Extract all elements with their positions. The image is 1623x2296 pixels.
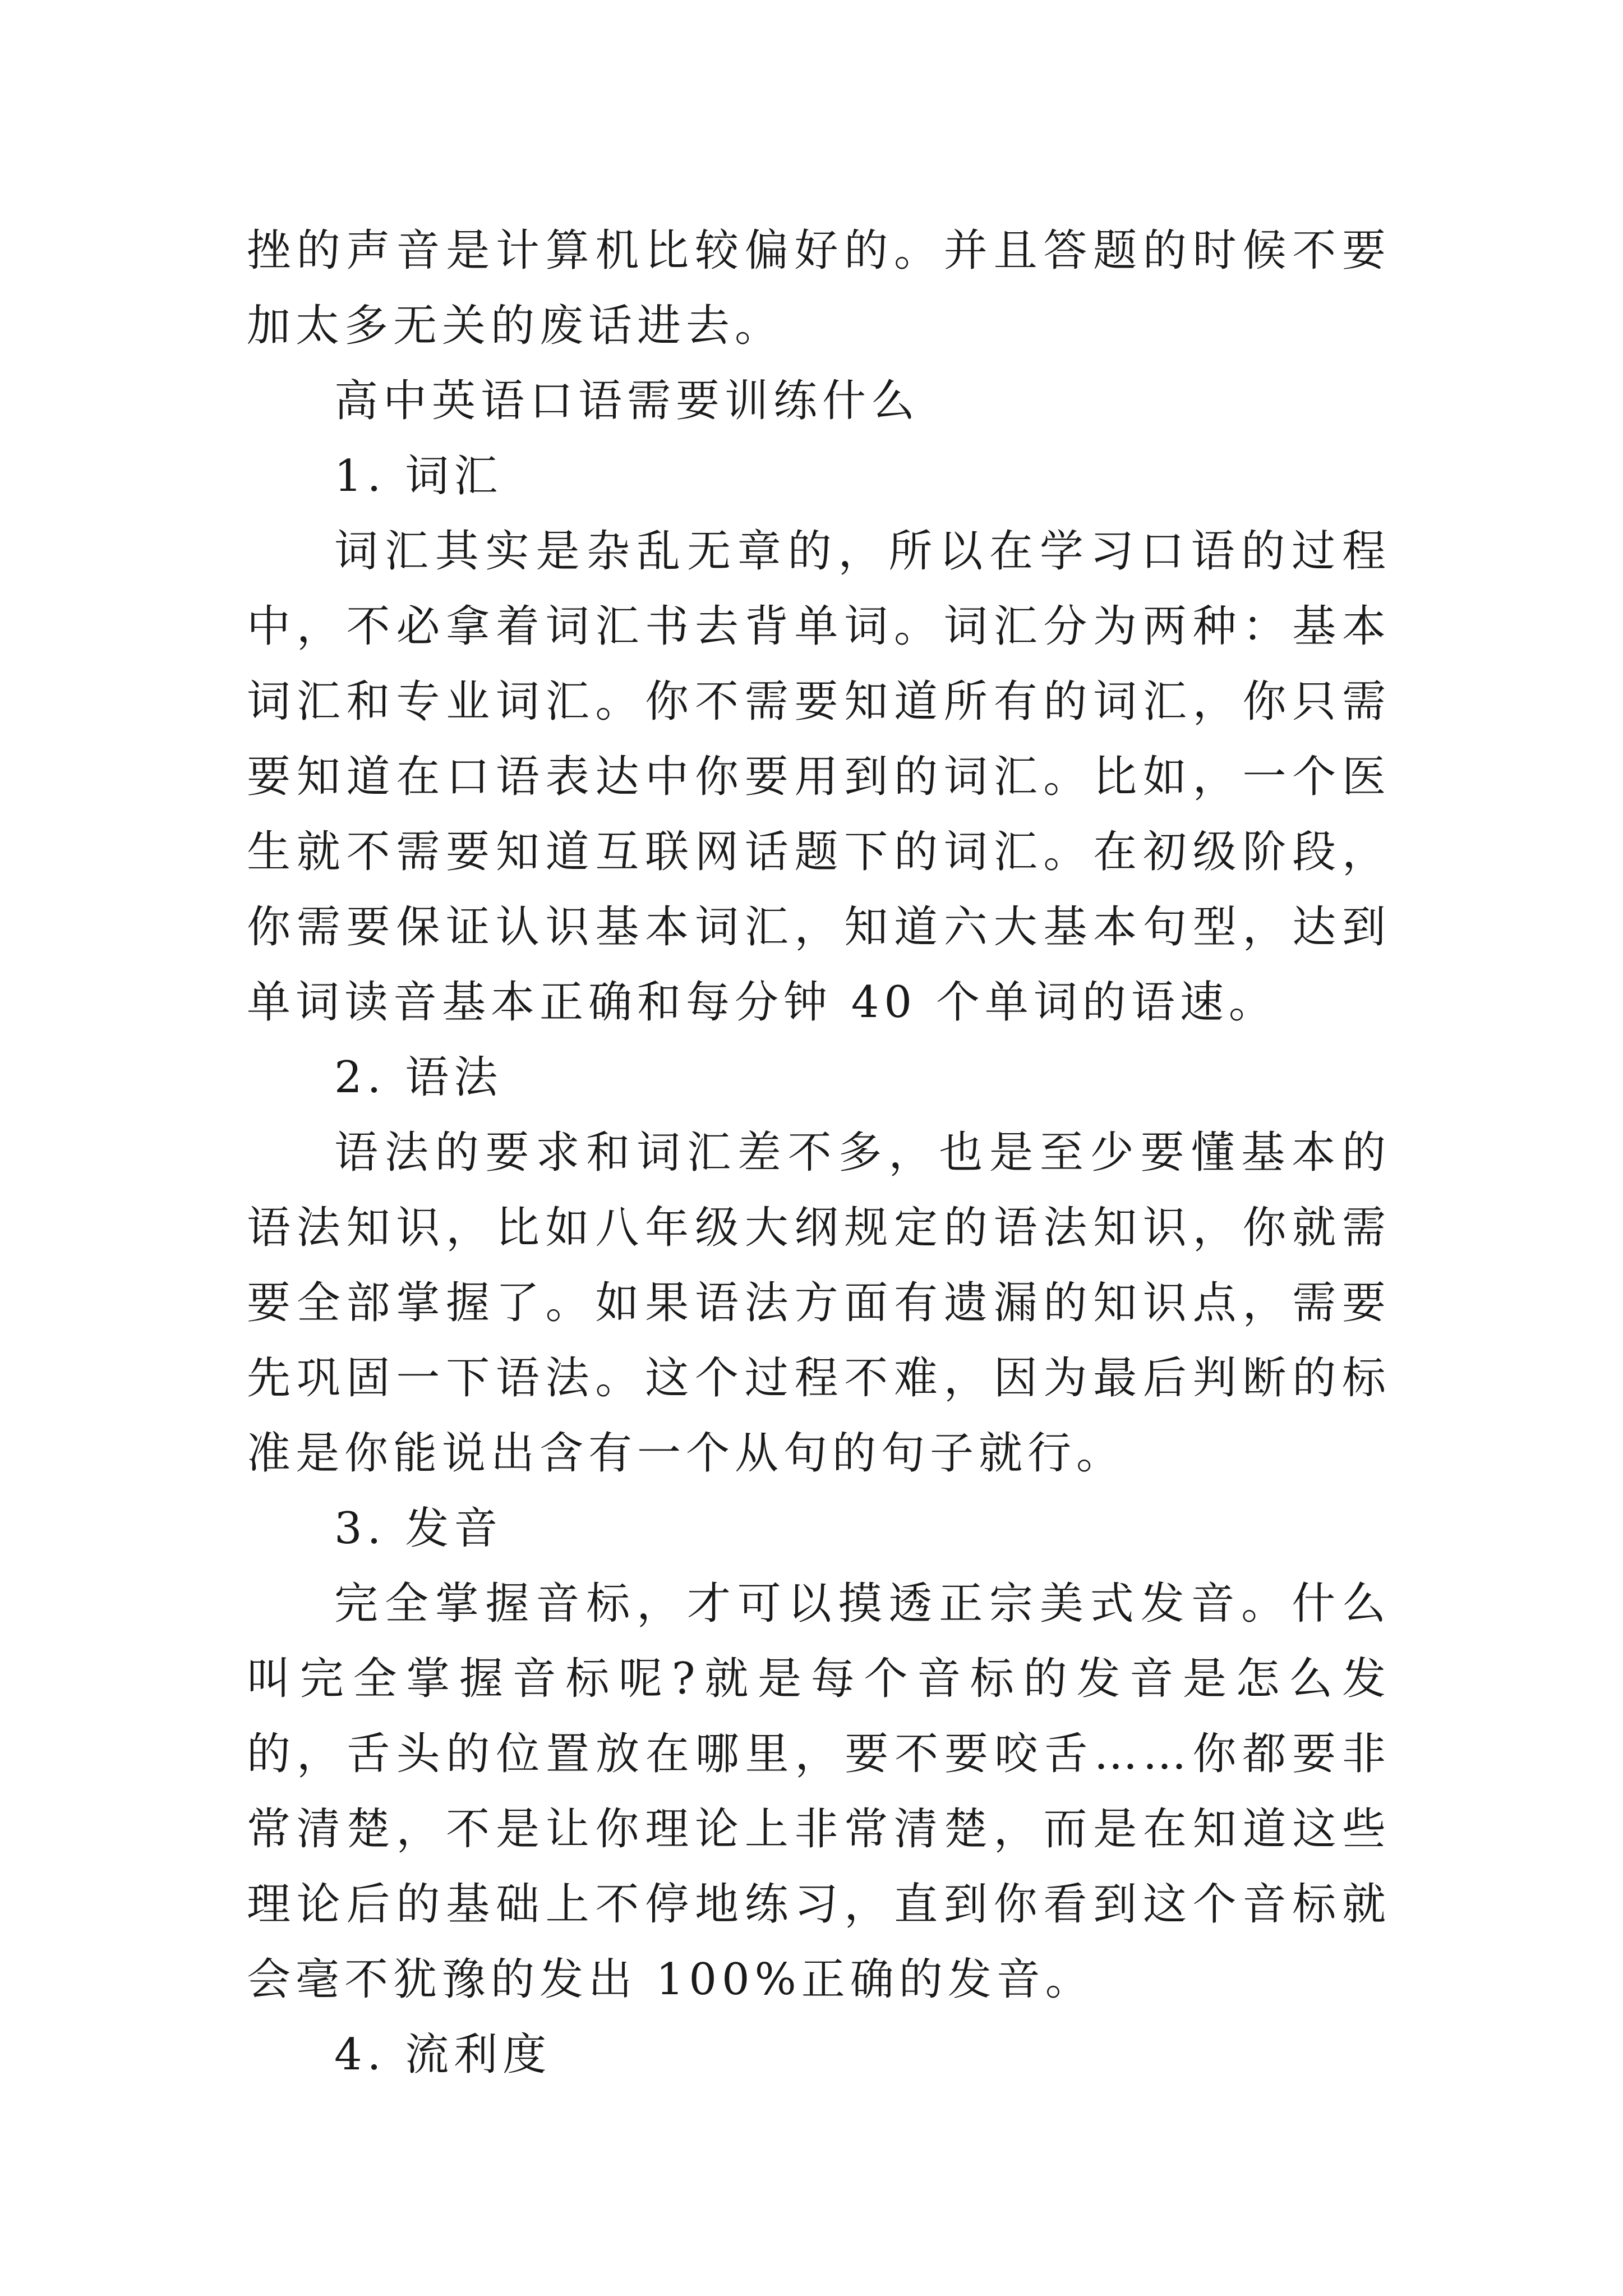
heading-grammar: 2. 语法 — [334, 1052, 503, 1103]
section-title: 高中英语口语需要训练什么 — [334, 376, 920, 426]
document-body — [247, 213, 1391, 2092]
heading-fluency: 4. 流利度 — [334, 2030, 552, 2080]
heading-pronunciation: 3. 发音 — [334, 1503, 503, 1554]
paragraph-vocabulary: 词汇其实是杂乱无章的，所以在学习口语的过程中，不必拿着词汇书去背单词。词汇分为两种：基本词汇和专业词汇。你不需要知道所有的词汇，你只需要知道在口语表达中你要用到的词汇。比如，一个医生就不需要知道互联网话题下的词汇。在初级阶段，你需要保证认识基本词汇，知道六大基本句型，达到单词读音基本正确和每分钟 40 个单词的语速。 — [247, 526, 1391, 1028]
heading-vocabulary: 1. 词汇 — [334, 451, 503, 501]
paragraph-grammar: 语法的要求和词汇差不多，也是至少要懂基本的语法知识，比如八年级大纲规定的语法知识，你就需要全部掌握了。如果语法方面有遗漏的知识点，需要先巩固一下语法。这个过程不难，因为最后判断的标准是你能说出含有一个从句的句子就行。 — [247, 1128, 1391, 1479]
continued-paragraph: 挫的声音是计算机比较偏好的。并且答题的时候不要加太多无关的废话进去。 — [247, 226, 1391, 351]
paragraph-pronunciation: 完全掌握音标，才可以摸透正宗美式发音。什么叫完全掌握音标呢?就是每个音标的发音是怎么发的，舌头的位置放在哪里，要不要咬舌……你都要非常清楚，不是让你理论上非常清楚，而是在知道这些理论后的基础上不停地练习，直到你看到这个音标就会毫不犹豫的发出 100%正确的发音。 — [247, 1579, 1391, 2005]
